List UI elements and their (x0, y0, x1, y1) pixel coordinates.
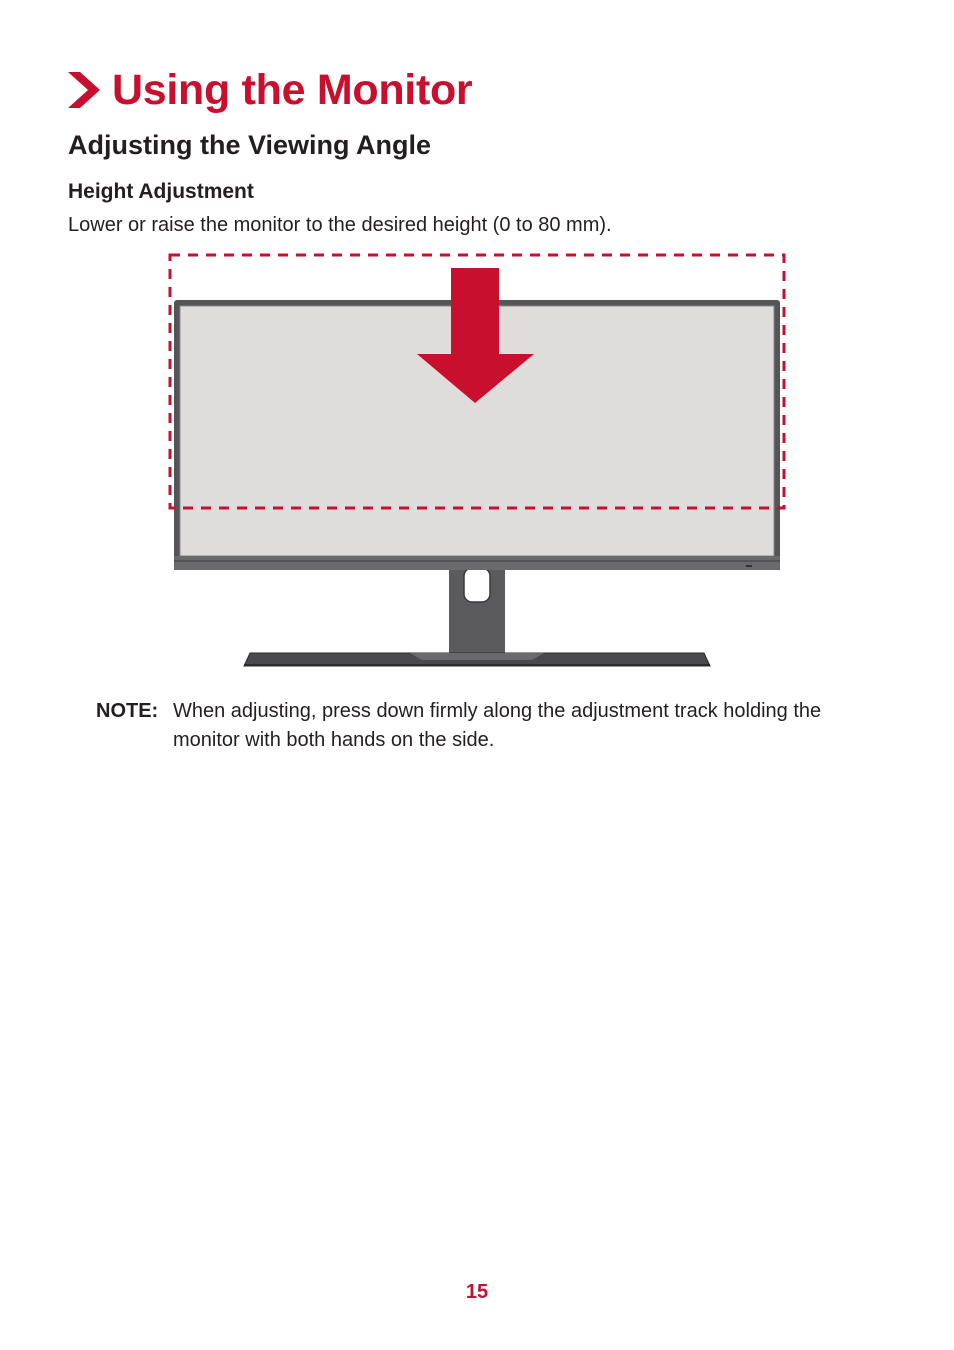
note (96, 697, 886, 755)
monitor-stand-neck (449, 566, 505, 658)
height-adjustment-description: Lower or raise the monitor to the desired height (0 to 80 mm). (68, 214, 612, 236)
monitor-stand-base (244, 653, 710, 666)
note-label: NOTE: (96, 700, 159, 722)
section-title: Adjusting the Viewing Angle (68, 130, 432, 160)
monitor-height-adjustment-illustration (160, 248, 794, 672)
chapter-header (66, 62, 472, 118)
page-number: 15 (465, 1281, 489, 1303)
chevron-right-icon (66, 70, 102, 110)
chapter-title: Using the Monitor (112, 65, 473, 114)
subsection-title: Height Adjustment (68, 180, 254, 203)
note-text: When adjusting, press down firmly along the adjustment track holding the monitor with both hands on the side. (173, 700, 822, 751)
